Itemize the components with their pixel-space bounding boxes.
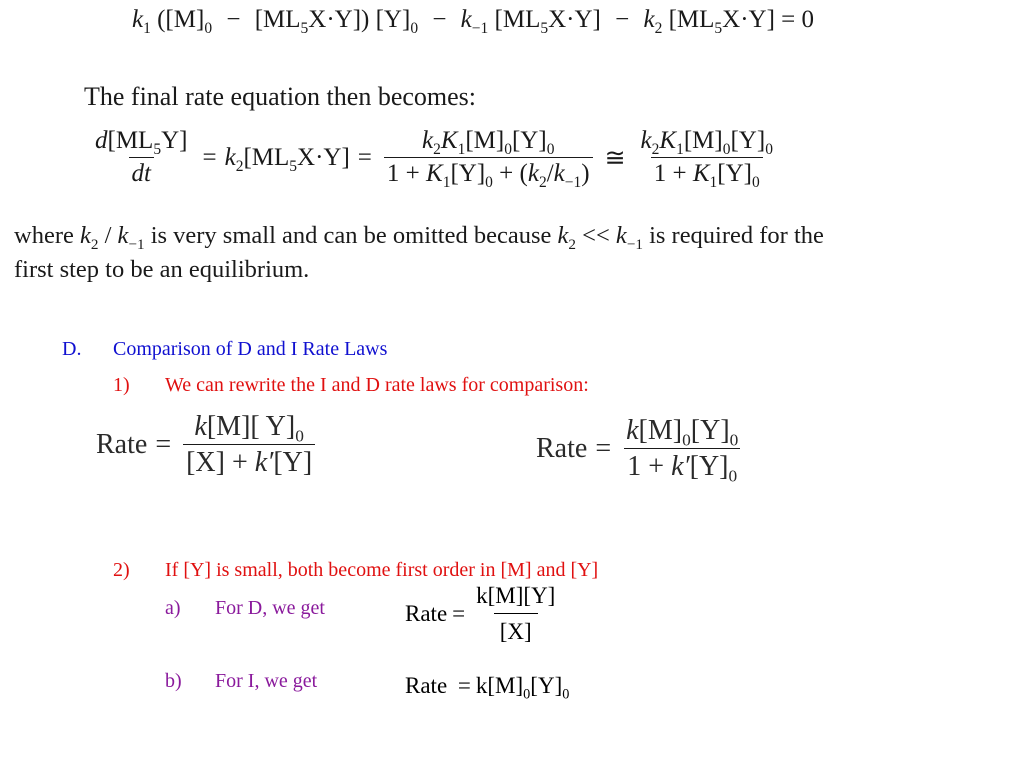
m-y-text: [M][ Y] bbox=[206, 411, 296, 442]
k-symbol: k bbox=[422, 127, 434, 154]
equals-sign: = bbox=[452, 601, 466, 627]
k2-sub: 2 bbox=[90, 235, 99, 253]
y-sub: 0 bbox=[562, 686, 570, 703]
complex-a: [ML bbox=[254, 6, 301, 33]
y-sub: 0 bbox=[485, 174, 493, 192]
m-sub: 0 bbox=[204, 19, 213, 37]
complex-tail: X·Y] bbox=[297, 143, 350, 171]
y-text: [Y] bbox=[273, 447, 313, 479]
y-sub: 0 bbox=[729, 430, 739, 450]
approx-sign: ≅ bbox=[604, 144, 626, 172]
item-b-text: For I, we get bbox=[215, 670, 318, 692]
equals-sign: = bbox=[155, 428, 172, 460]
k-symbol: k bbox=[194, 411, 207, 442]
item-a-text: For D, we get bbox=[215, 597, 325, 619]
one-plus: 1 + bbox=[627, 451, 665, 483]
rate-label: Rate bbox=[536, 432, 588, 464]
k2-sub: 2 bbox=[654, 19, 663, 37]
m-text: [M] bbox=[465, 127, 505, 154]
item-1-text: We can rewrite the I and D rate laws for comparison: bbox=[165, 374, 589, 396]
k-symbol: k bbox=[626, 415, 639, 446]
km1-sub: −1 bbox=[564, 174, 582, 192]
lhs-numerator bbox=[92, 128, 190, 157]
ml-sub: 5 bbox=[289, 157, 298, 175]
y-sub: 0 bbox=[752, 174, 760, 192]
y-sub: 0 bbox=[410, 19, 419, 37]
km1-symbol: k bbox=[460, 6, 472, 33]
rate-d-denominator bbox=[183, 444, 315, 477]
y-text: [Y] bbox=[730, 127, 766, 154]
mid-term bbox=[224, 143, 350, 175]
lhs-denominator: dt bbox=[129, 157, 154, 187]
rate-d-small-fraction bbox=[470, 584, 561, 644]
approx-denominator bbox=[651, 157, 763, 192]
x-plus: [X] + bbox=[186, 447, 248, 479]
k2-symbol: k bbox=[557, 222, 569, 249]
rate-label: Rate bbox=[405, 673, 448, 698]
close-paren: ) bbox=[581, 160, 590, 188]
approx-fraction bbox=[638, 127, 776, 192]
equals-sign: = bbox=[202, 143, 217, 171]
rate-d-small-y bbox=[405, 584, 561, 644]
K-sub: 1 bbox=[442, 174, 451, 192]
m-sub: 0 bbox=[523, 686, 531, 703]
item-1-marker: 1) bbox=[113, 374, 130, 396]
k2-sub: 2 bbox=[538, 174, 547, 192]
section-d-marker: D. bbox=[62, 338, 82, 360]
approx-numerator bbox=[638, 128, 776, 157]
where-clause-line1 bbox=[14, 222, 824, 253]
one-plus: 1 + bbox=[386, 160, 420, 188]
ml-text: [ML bbox=[243, 143, 290, 171]
full-numerator bbox=[419, 128, 557, 157]
rate-label: Rate bbox=[96, 428, 148, 460]
km1-sub: −1 bbox=[128, 235, 145, 253]
lhs-fraction bbox=[92, 128, 190, 188]
minus-sign: − bbox=[226, 6, 241, 33]
where-clause-line2: first step to be an equilibrium. bbox=[14, 256, 310, 283]
where-text-end: is required for the bbox=[649, 222, 824, 249]
rate-d-fraction bbox=[183, 412, 315, 478]
complex-a-tail: X·Y]) [Y] bbox=[308, 6, 411, 33]
K-sub: 1 bbox=[709, 174, 718, 192]
k-symbol: k bbox=[640, 127, 652, 154]
slash: / bbox=[98, 222, 118, 249]
km-text: k[M] bbox=[475, 673, 524, 698]
rate-i-numerator bbox=[623, 416, 741, 448]
where-text: is very small and can be omitted because bbox=[150, 222, 552, 249]
y-text: [Y] bbox=[511, 127, 547, 154]
k2-symbol: k bbox=[643, 6, 655, 33]
rate-i-denominator bbox=[624, 448, 740, 486]
k-symbol: k bbox=[224, 143, 236, 171]
k2-symbol: k bbox=[79, 222, 91, 249]
y-sub: 0 bbox=[546, 140, 555, 158]
k-sub: 2 bbox=[651, 140, 660, 158]
K-symbol: K bbox=[692, 160, 710, 188]
km1-symbol: k bbox=[553, 160, 565, 188]
K-sub: 1 bbox=[457, 140, 466, 158]
equation-steady-state bbox=[132, 6, 815, 37]
y-text: [Y] bbox=[689, 451, 729, 483]
K-symbol: K bbox=[659, 127, 677, 154]
plus-paren: + ( bbox=[499, 160, 528, 188]
y-text: [Y] bbox=[690, 415, 730, 446]
full-denominator bbox=[384, 157, 593, 192]
m-text: [M] bbox=[638, 415, 683, 446]
rate-i-small-y bbox=[405, 673, 570, 703]
rate-i-fraction bbox=[623, 415, 741, 486]
y-sub: 0 bbox=[295, 426, 304, 446]
k-prime: k′ bbox=[671, 451, 690, 483]
item-b-marker: b) bbox=[165, 670, 182, 692]
item-a-marker: a) bbox=[165, 597, 181, 619]
much-less-sign: << bbox=[582, 222, 610, 249]
complex-c: [ML bbox=[668, 6, 715, 33]
y-text: [Y] bbox=[717, 160, 752, 188]
m-conc: ([M] bbox=[157, 6, 205, 33]
k2-sub: 2 bbox=[568, 235, 576, 253]
km1-symbol: k bbox=[117, 222, 129, 249]
y-text: [Y] bbox=[530, 673, 563, 698]
m-sub: 0 bbox=[682, 430, 691, 450]
rate-d-small-numerator: k[M][Y] bbox=[476, 583, 556, 608]
item-2-marker: 2) bbox=[113, 559, 130, 581]
K-sub: 1 bbox=[676, 140, 684, 158]
one-plus: 1 + bbox=[653, 160, 687, 188]
rate-law-i bbox=[536, 415, 745, 486]
k2-symbol: k bbox=[527, 160, 539, 188]
ml-sub: 5 bbox=[153, 140, 162, 158]
rate-d-numerator bbox=[191, 412, 307, 444]
intro-text: The final rate equation then becomes: bbox=[84, 82, 477, 111]
equals-sign: = bbox=[595, 432, 612, 464]
k-sub: 2 bbox=[433, 140, 441, 158]
complex-b-tail: X·Y] bbox=[548, 6, 601, 33]
k1-symbol: k bbox=[132, 6, 144, 33]
m-text: [M] bbox=[683, 127, 723, 154]
km1-sub: −1 bbox=[471, 19, 489, 37]
where-word: where bbox=[14, 222, 74, 249]
m-sub: 0 bbox=[722, 140, 731, 158]
complex-b-sub: 5 bbox=[540, 19, 549, 37]
d-symbol: d bbox=[95, 127, 108, 154]
complex-b: [ML bbox=[494, 6, 541, 33]
complex-a-sub: 5 bbox=[300, 19, 309, 37]
k-sub: 2 bbox=[235, 157, 244, 175]
km1-sub: −1 bbox=[626, 235, 643, 253]
item-2-text: If [Y] is small, both become first order in [M] and [Y] bbox=[165, 559, 599, 581]
complex-c-tail: X·Y] = 0 bbox=[722, 6, 815, 33]
minus-sign: − bbox=[432, 6, 447, 33]
ml-text: [ML bbox=[107, 127, 154, 154]
y-sub: 0 bbox=[728, 466, 738, 486]
equals-sign: = bbox=[457, 673, 471, 698]
equation-final-rate bbox=[88, 127, 780, 192]
y-text: Y] bbox=[161, 127, 188, 154]
k-prime: k′ bbox=[254, 447, 274, 479]
rate-label: Rate bbox=[405, 601, 448, 627]
equals-sign: = bbox=[357, 143, 372, 171]
minus-sign: − bbox=[615, 6, 630, 33]
rate-law-d bbox=[96, 412, 319, 478]
y-text: [Y] bbox=[450, 160, 486, 188]
K-symbol: K bbox=[440, 127, 458, 154]
km1-symbol: k bbox=[615, 222, 627, 249]
slash: / bbox=[546, 160, 554, 188]
rate-d-small-denominator: [X] bbox=[494, 613, 538, 644]
m-sub: 0 bbox=[504, 140, 512, 158]
full-fraction bbox=[384, 127, 593, 192]
k1-sub: 1 bbox=[143, 19, 151, 37]
K-symbol: K bbox=[426, 160, 443, 188]
section-d-heading: Comparison of D and I Rate Laws bbox=[113, 338, 388, 360]
y-sub: 0 bbox=[765, 140, 773, 158]
complex-c-sub: 5 bbox=[714, 19, 723, 37]
